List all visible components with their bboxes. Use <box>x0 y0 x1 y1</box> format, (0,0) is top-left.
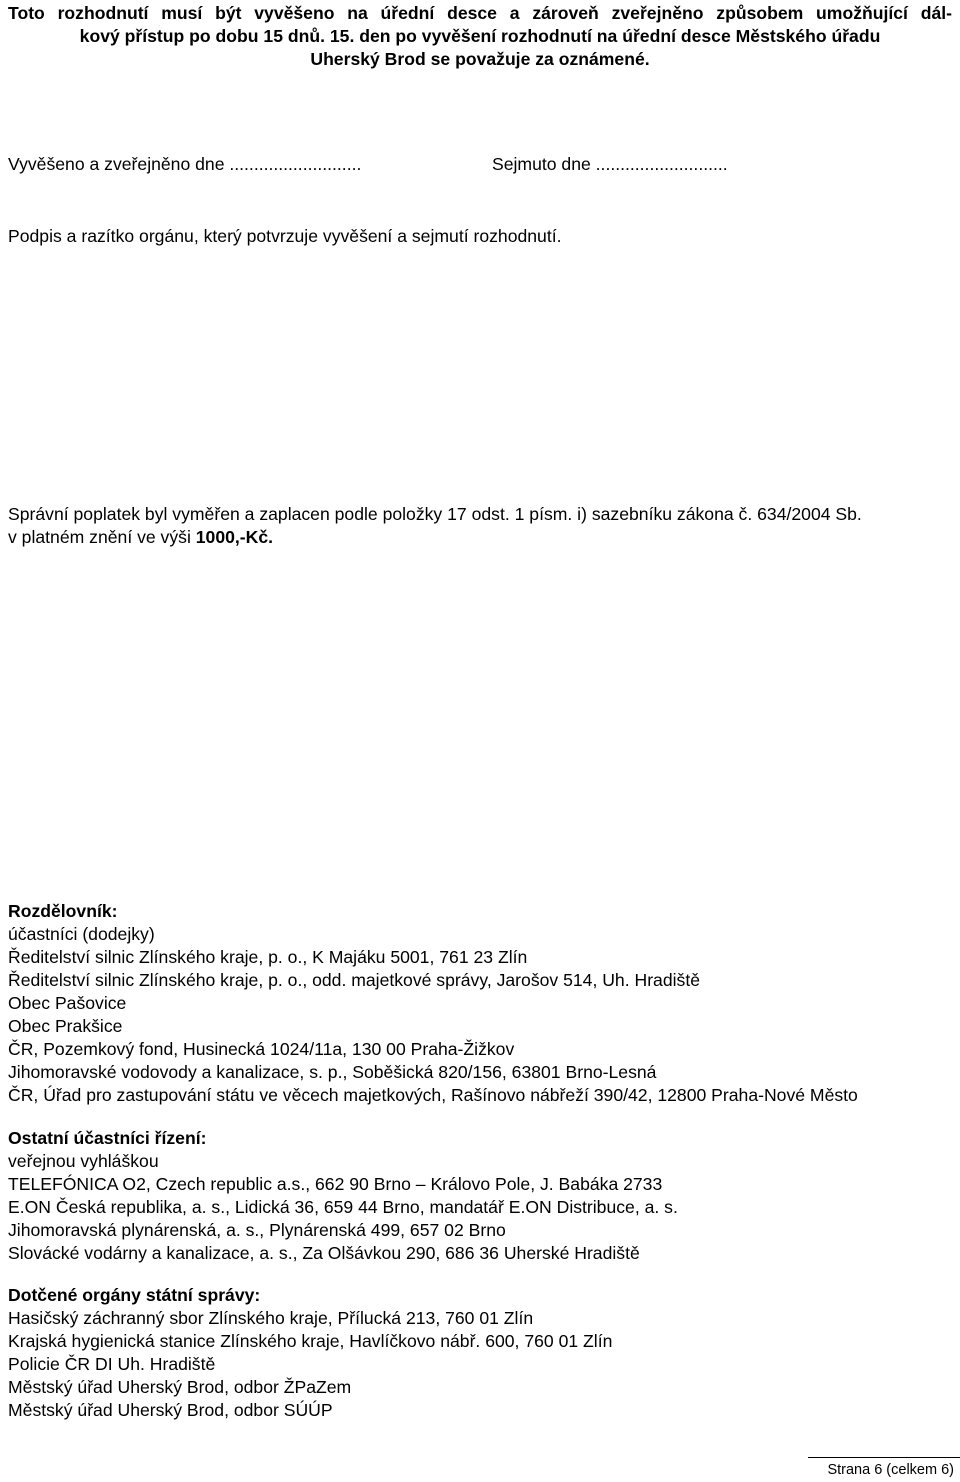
list-item: Obec Pašovice <box>8 993 127 1013</box>
list-item: veřejnou vyhláškou <box>8 1151 159 1171</box>
distribution-list <box>8 900 858 1107</box>
list-item: Jihomoravské vodovody a kanalizace, s. p., Soběšická 820/156, 63801 Brno-Lesná <box>8 1062 657 1082</box>
list-item: E.ON Česká republika, a. s., Lidická 36, 659 44 Brno, mandatář E.ON Distribuce, a. s. <box>8 1197 678 1217</box>
list-item: Městský úřad Uherský Brod, odbor SÚÚP <box>8 1400 333 1420</box>
list-item: Policie ČR DI Uh. Hradiště <box>8 1354 216 1374</box>
authorities-list <box>8 1284 612 1422</box>
list-item: Hasičský záchranný sbor Zlínského kraje, Přílucká 213, 760 01 Zlín <box>8 1308 534 1328</box>
other-participants-heading: Ostatní účastníci řízení: <box>8 1128 207 1148</box>
authorities-heading: Dotčené orgány státní správy: <box>8 1285 261 1305</box>
list-item: Ředitelství silnic Zlínského kraje, p. o., odd. majetkové správy, Jarošov 514, Uh. Hradiště <box>8 970 700 990</box>
removed-date-field: Sejmuto dne ........................... <box>492 154 728 174</box>
fee-paragraph <box>8 503 952 549</box>
publication-notice <box>8 2 952 71</box>
list-item: účastníci (dodejky) <box>8 924 155 944</box>
notice-line-2: kový přístup po dobu 15 dnů. 15. den po vyvěšení rozhodnutí na úřední desce Městského úřadu <box>79 26 881 46</box>
list-item: Ředitelství silnic Zlínského kraje, p. o., K Majáku 5001, 761 23 Zlín <box>8 947 528 967</box>
notice-line-1: Toto rozhodnutí musí být vyvěšeno na úřední desce a zároveň zveřejněno způsobem umožňující dál- <box>8 3 952 23</box>
signature-note: Podpis a razítko orgánu, který potvrzuje vyvěšení a sejmutí rozhodnutí. <box>8 226 562 246</box>
page-number: Strana 6 (celkem 6) <box>827 1462 954 1478</box>
distribution-heading: Rozdělovník: <box>8 901 118 921</box>
list-item: TELEFÓNICA O2, Czech republic a.s., 662 90 Brno – Královo Pole, J. Babáka 2733 <box>8 1174 663 1194</box>
list-item: ČR, Úřad pro zastupování státu ve věcech majetkových, Rašínovo nábřeží 390/42, 12800 Praha-Nové Město <box>8 1085 858 1105</box>
posted-date-field: Vyvěšeno a zveřejněno dne ........................... <box>8 154 362 174</box>
list-item: Slovácké vodárny a kanalizace, a. s., Za Olšávkou 290, 686 36 Uherské Hradiště <box>8 1243 640 1263</box>
fee-line-2-prefix: v platném znění ve výši <box>8 527 196 547</box>
footer-divider <box>808 1457 960 1458</box>
list-item: ČR, Pozemkový fond, Husinecká 1024/11a, 130 00 Praha-Žižkov <box>8 1039 515 1059</box>
list-item: Obec Prakšice <box>8 1016 123 1036</box>
list-item: Krajská hygienická stanice Zlínského kraje, Havlíčkovo nábř. 600, 760 01 Zlín <box>8 1331 613 1351</box>
fee-amount: 1000,-Kč. <box>195 527 274 547</box>
list-item: Jihomoravská plynárenská, a. s., Plynárenská 499, 657 02 Brno <box>8 1220 506 1240</box>
list-item: Městský úřad Uherský Brod, odbor ŽPaZem <box>8 1377 352 1397</box>
notice-line-3: Uherský Brod se považuje za oznámené. <box>310 49 650 69</box>
fee-line-1: Správní poplatek byl vyměřen a zaplacen podle položky 17 odst. 1 písm. i) sazebníku zákona č. 634/2004 Sb. <box>8 504 862 524</box>
other-participants-list <box>8 1127 678 1265</box>
fee-line-2 <box>8 526 952 549</box>
